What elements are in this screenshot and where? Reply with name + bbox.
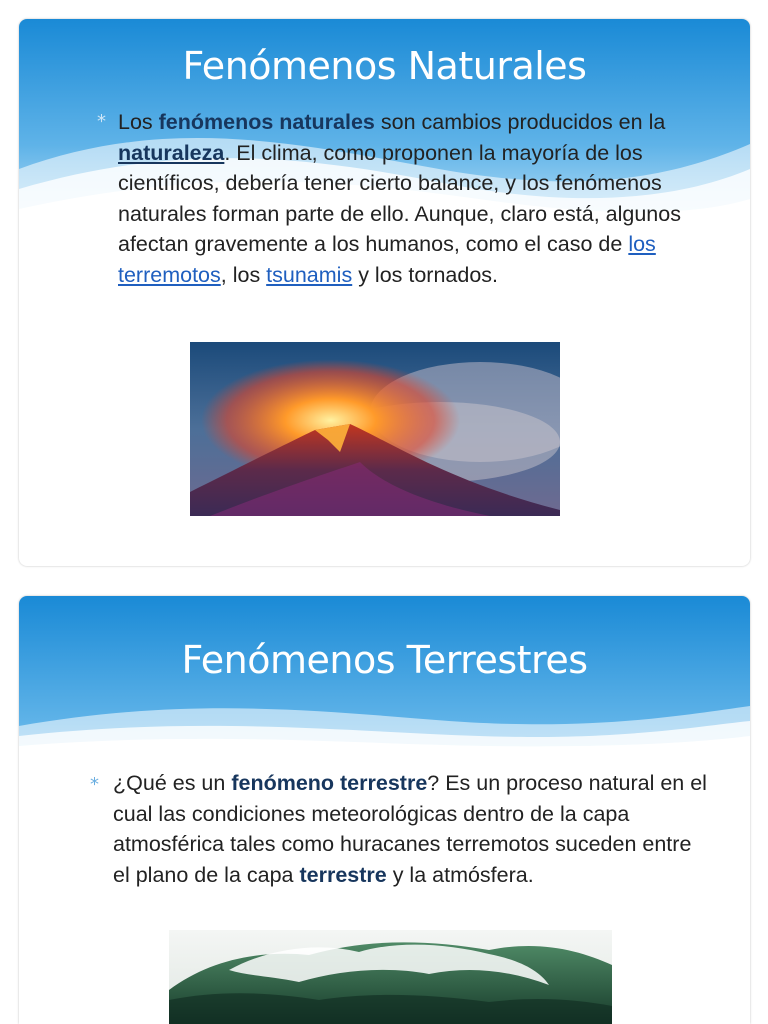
bold-term: fenómenos naturales <box>158 110 375 134</box>
ocean-wave-image <box>169 930 612 1024</box>
link-naturaleza[interactable]: naturaleza <box>118 140 225 165</box>
slide-title: Fenómenos Naturales <box>182 44 587 88</box>
volcano-eruption-image <box>190 342 560 516</box>
slide-body-text: Los fenómenos naturales son cambios producidos en la naturaleza. El clima, como proponen la mayoría de los científicos, debería tener cierto balance, y los fenómenos naturales forman parte de ello. Aunque, claro está, algunos afectan gravemente a los humanos, como el caso de los terremotos, los tsunamis y los tornados. <box>118 110 681 287</box>
bold-term: fenómeno terrestre <box>231 771 428 795</box>
link-tsunamis[interactable]: tsunamis <box>266 262 353 287</box>
bold-term: terrestre <box>299 862 387 887</box>
slide-body-text: ¿Qué es un fenómeno terrestre? Es un proceso natural en el cual las condiciones meteorológicas dentro de la capa atmosférica tales como huracanes terremotos suceden entre el plano de la capa terrestre y la atmósfera. <box>113 771 707 887</box>
link-terremotos[interactable]: los terremotos <box>118 232 656 287</box>
slide-fenomenos-naturales <box>19 19 750 566</box>
slide-title: Fenómenos Terrestres <box>181 638 588 682</box>
bullet-icon: * <box>90 774 99 795</box>
bullet-icon: * <box>97 111 106 132</box>
slide-fenomenos-terrestres <box>19 596 750 1024</box>
